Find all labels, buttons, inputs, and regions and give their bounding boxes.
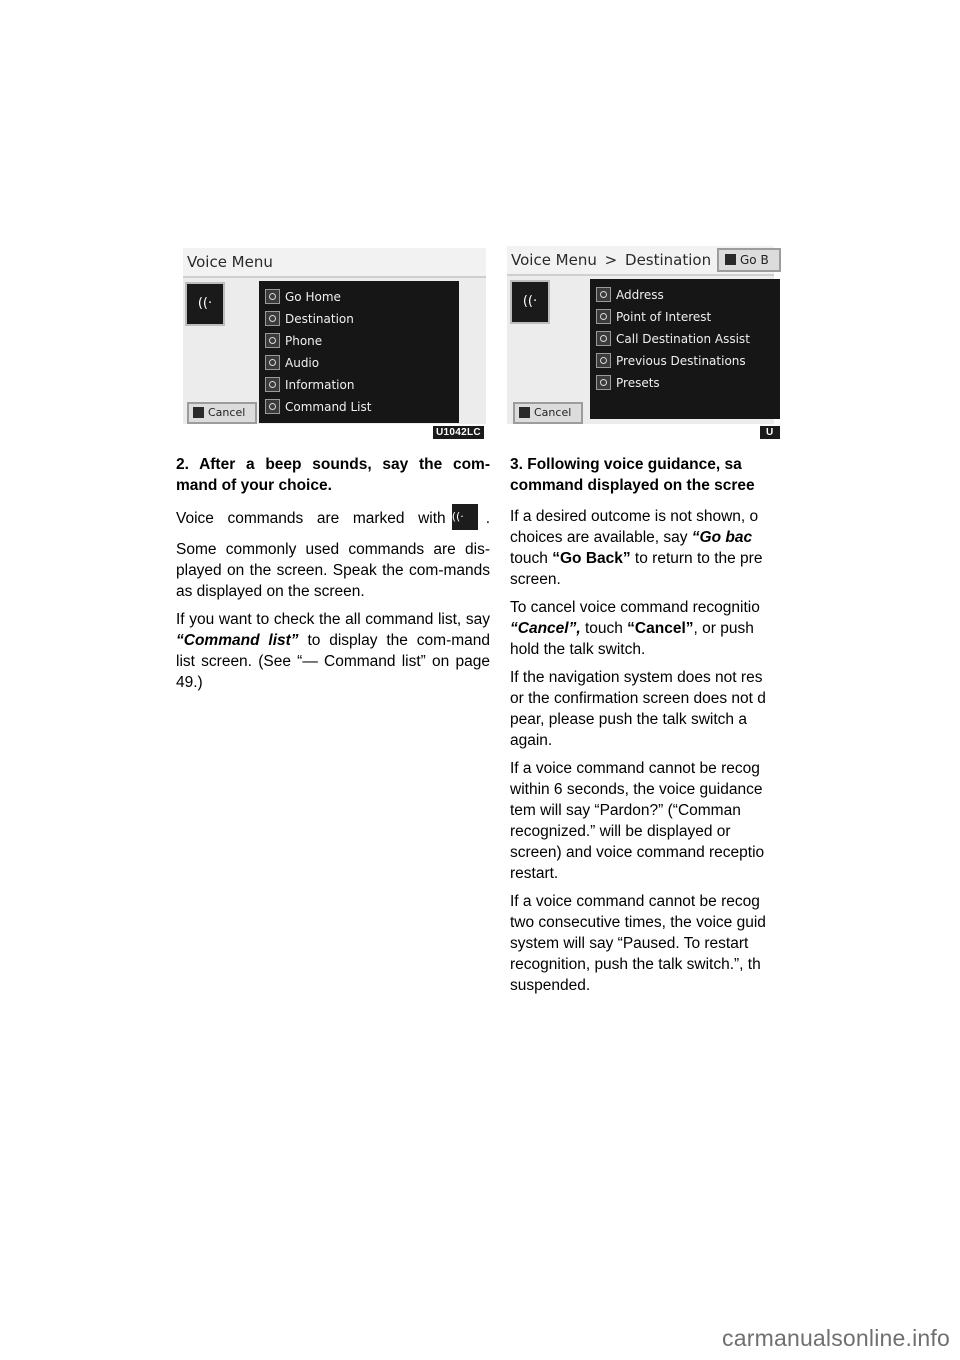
voice-command-icon: ((· (185, 282, 225, 326)
command-icon (596, 287, 611, 302)
cancel-icon (193, 407, 204, 418)
cancel-icon (519, 407, 530, 418)
menu-item-presets: Presets (596, 373, 660, 393)
watermark: carmanualsonline.info (722, 1325, 950, 1351)
go-back-button: Go B (717, 248, 781, 272)
screen-title: Voice Menu (183, 248, 486, 278)
command-icon (265, 333, 280, 348)
command-icon (265, 399, 280, 414)
menu-item-information: Information (265, 375, 354, 395)
breadcrumb-separator: > (604, 251, 618, 269)
voice-menu-screenshot (183, 248, 486, 424)
menu-item-address: Address (596, 285, 664, 305)
cancel-button: Cancel (187, 402, 257, 424)
figure-code: U1042LC (433, 426, 484, 439)
menu-item-destination: Destination (265, 309, 354, 329)
go-back-icon (725, 254, 736, 265)
breadcrumb-current: Destination (625, 251, 712, 269)
command-icon (265, 377, 280, 392)
command-icon (596, 331, 611, 346)
pardon-paragraph: If a voice command cannot be recog within 6 seconds, the voice guidance tem will say “Pardon?” (“Comman recognized.” will be displayed or screen) and voice command receptio restart. (510, 760, 765, 882)
paused-paragraph: If a voice command cannot be recog two consecutive times, the voice guid system will say “Paused. To restart recognition, push the talk switch.”, th suspended. (510, 893, 766, 994)
command-icon (265, 311, 280, 326)
screen-body (183, 278, 486, 424)
command-icon (596, 309, 611, 324)
command-icon (596, 375, 611, 390)
common-commands-paragraph: Some commonly used commands are dis-played on the screen. Speak the com-mands as displayed on the screen. (176, 541, 490, 600)
menu-item-point-of-interest: Point of Interest (596, 307, 711, 327)
step-2-heading: 2. After a beep sounds, say the com- mand of your choice. (176, 456, 490, 494)
voice-menu-destination-screenshot (507, 246, 774, 424)
cancel-button: Cancel (513, 402, 583, 424)
command-list-panel (590, 279, 780, 419)
menu-item-call-destination-assist: Call Destination Assist (596, 329, 750, 349)
figure-code: U (760, 426, 780, 439)
command-icon (265, 289, 280, 304)
no-response-paragraph: If the navigation system does not res or the confirmation screen does not d pear, please push the talk switch a again. (510, 669, 766, 749)
menu-item-audio: Audio (265, 353, 319, 373)
menu-item-phone: Phone (265, 331, 322, 351)
right-text-column (510, 454, 775, 994)
menu-item-command-list: Command List (265, 397, 371, 417)
screen-body (507, 276, 774, 424)
voice-command-icon: ((· (452, 504, 478, 530)
command-icon (265, 355, 280, 370)
breadcrumb-root: Voice Menu (511, 251, 597, 269)
voice-command-icon: ((· (510, 280, 550, 324)
menu-item-previous-destinations: Previous Destinations (596, 351, 746, 371)
menu-item-go-home: Go Home (265, 287, 341, 307)
cancel-paragraph: To cancel voice command recognitio “Cancel”, touch “Cancel”, or push hold the talk switch. (510, 599, 760, 658)
go-back-paragraph: If a desired outcome is not shown, o choices are available, say “Go bac touch “Go Back” to return to the pre screen. (510, 508, 763, 588)
left-text-column (176, 454, 490, 694)
step-3-heading: 3. Following voice guidance, sa command displayed on the scree (510, 456, 755, 494)
command-list-paragraph: If you want to check the all command list, say “Command list” to display the com-mand list screen. (See “— Command list” on page 49.) (176, 611, 491, 691)
command-list-panel (259, 281, 459, 423)
voice-commands-note: Voice commands are marked with ((· . (176, 506, 490, 532)
command-icon (596, 353, 611, 368)
